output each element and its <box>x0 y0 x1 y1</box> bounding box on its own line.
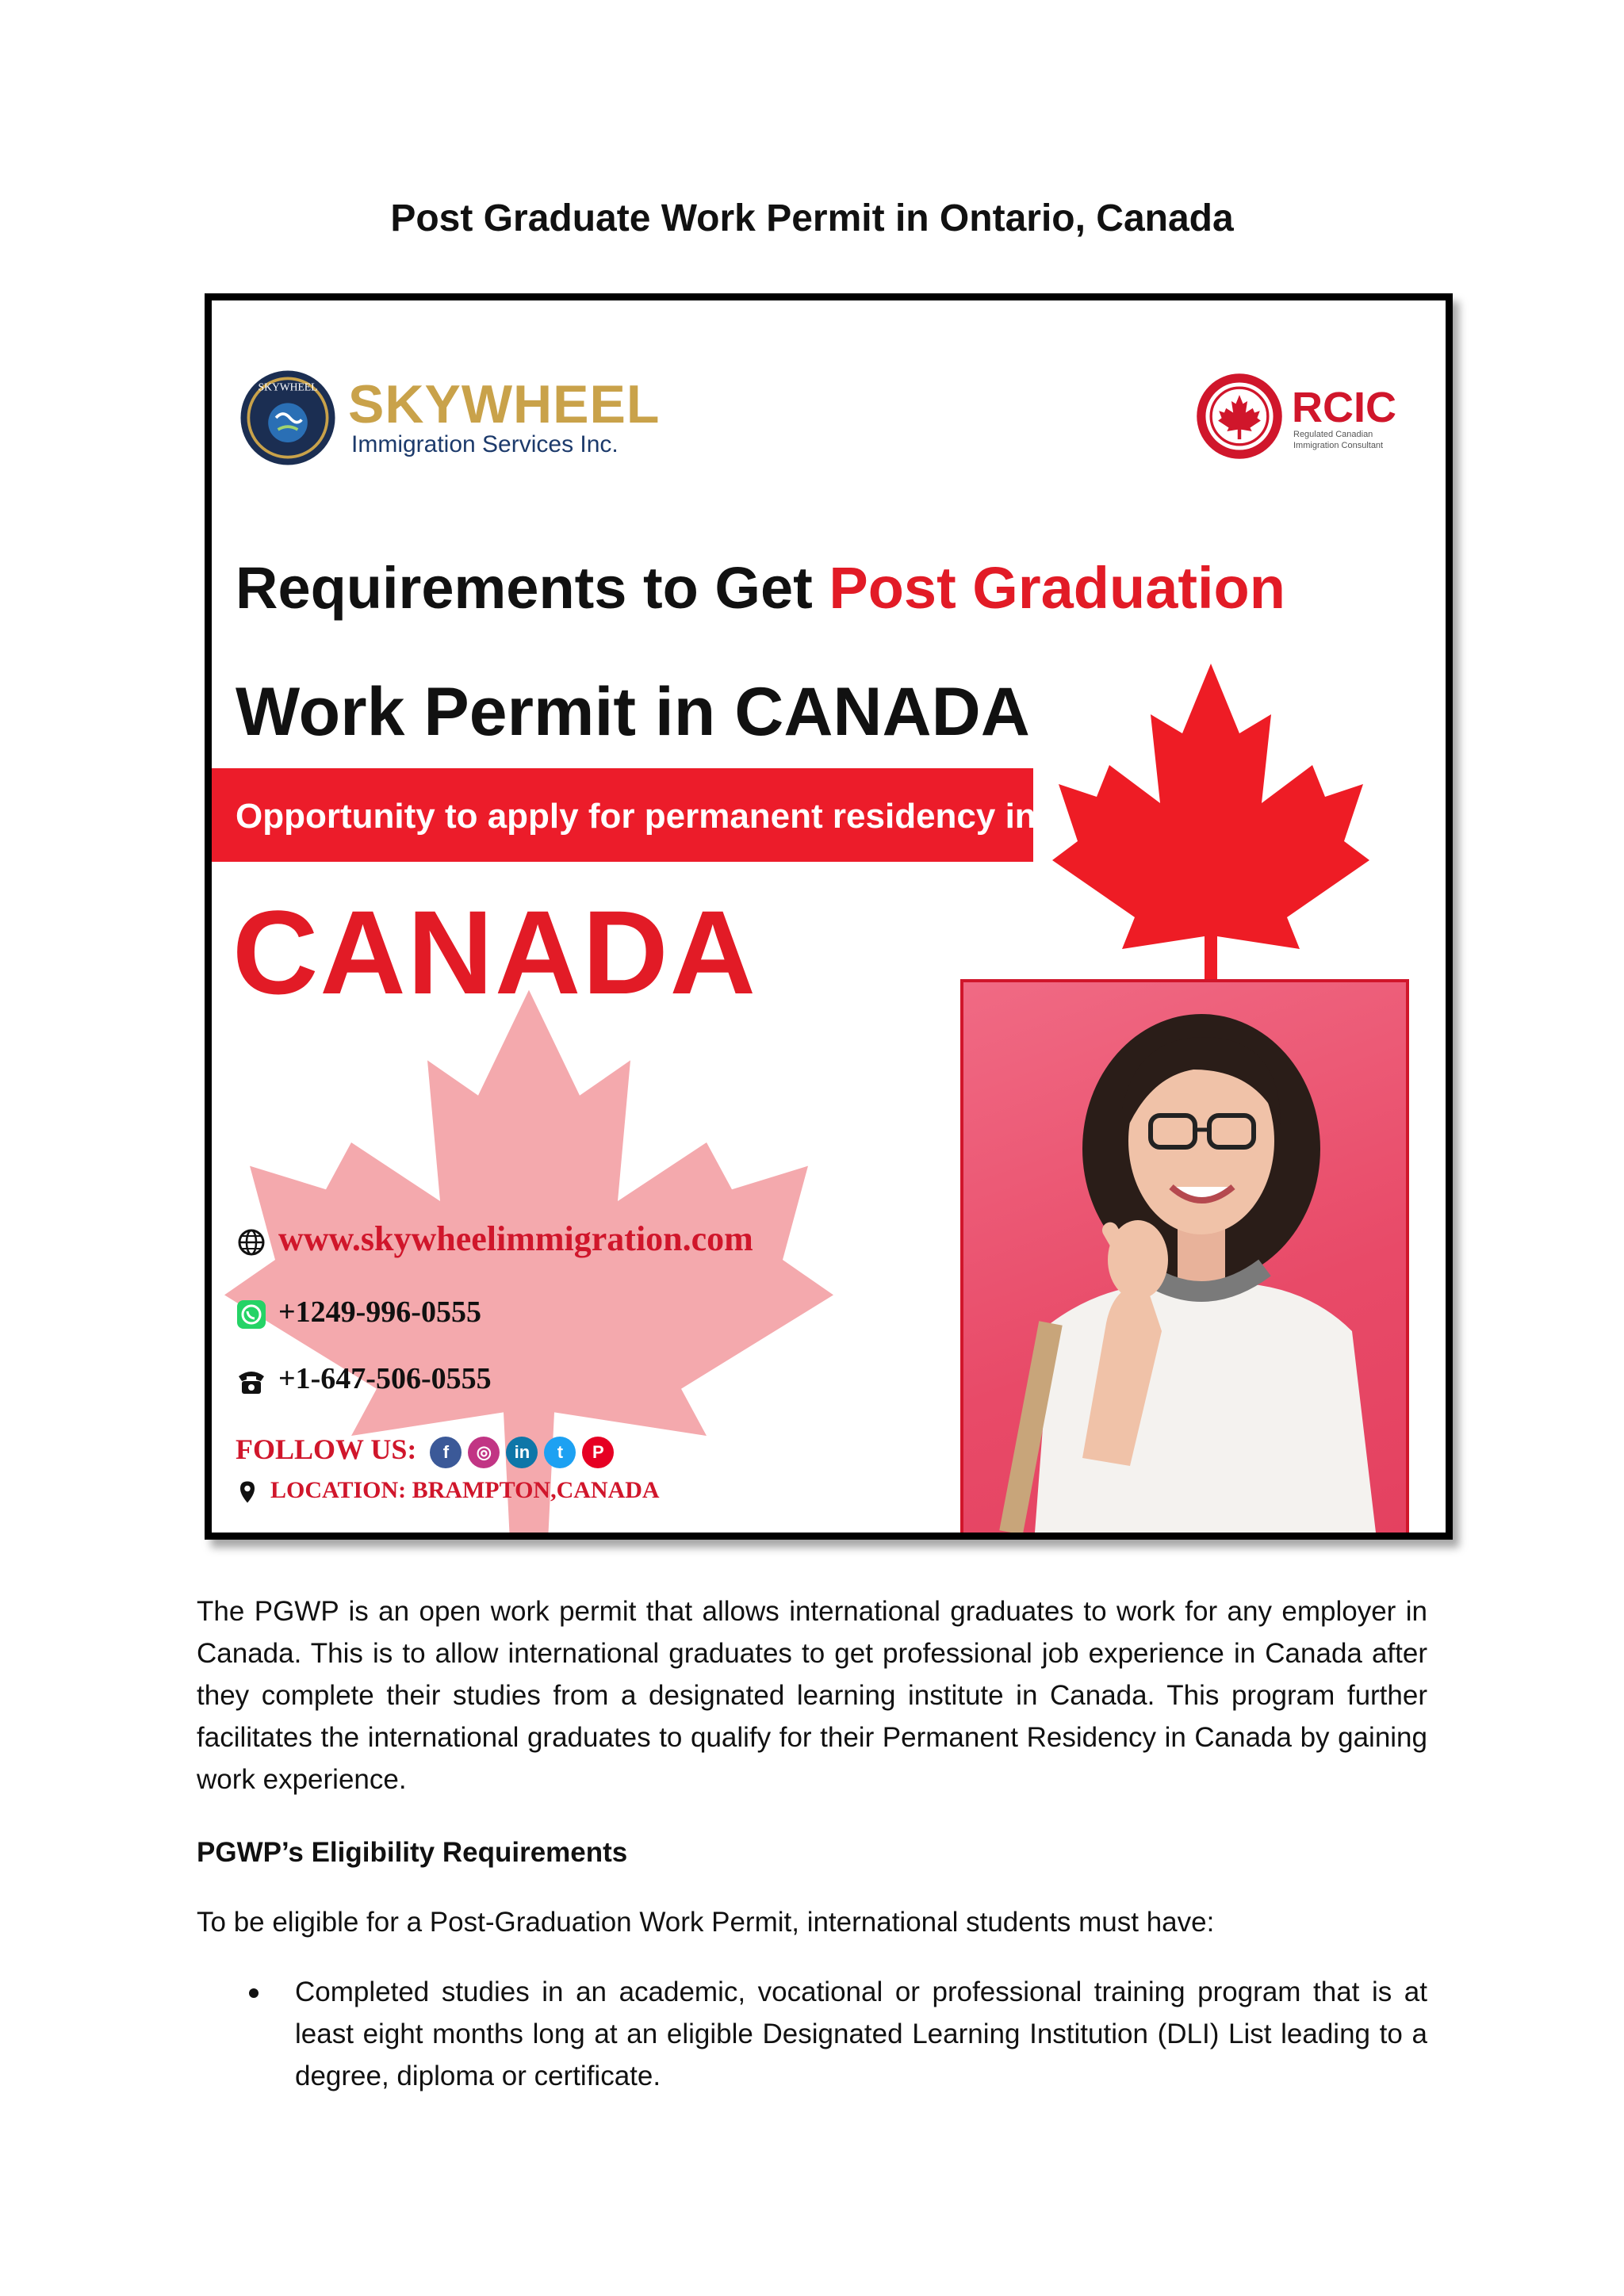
brand-name: SKYWHEEL <box>348 374 661 434</box>
whatsapp-icon <box>236 1299 267 1330</box>
twitter-icon[interactable]: t <box>544 1437 576 1468</box>
brand-subtitle: Immigration Services Inc. <box>351 431 619 457</box>
intro-paragraph: The PGWP is an open work permit that allows international graduates to work for any employer in Canada. This is to allow international graduates to get professional job experience in Canada after they complete their studies from a designated learning institute in Canada. This program further facilitates the international graduates to qualify for their Permanent Residency in Canada by gaining work experience. <box>197 1596 1427 1795</box>
contact-whatsapp <box>236 1295 481 1330</box>
globe-icon <box>236 1226 267 1258</box>
facebook-icon[interactable]: f <box>430 1437 462 1468</box>
instagram-icon[interactable]: ◎ <box>468 1437 500 1468</box>
headline-plain: Requirements to Get <box>236 555 829 621</box>
pinterest-icon[interactable]: P <box>582 1437 614 1468</box>
follow-us <box>236 1433 614 1468</box>
list-item <box>197 1971 1427 2097</box>
skywheel-logo-icon <box>239 369 337 467</box>
phone-icon <box>236 1365 267 1397</box>
list-item-text: Completed studies in an academic, vocational or professional training program that is at least eight months long at an eligible Designated Learning Institution (DLI) List leading to a degree, diploma or certificate. <box>295 1976 1427 2091</box>
social-icons <box>423 1433 614 1465</box>
logo-badge-text: SKYWHEEL <box>258 381 318 393</box>
student-illustration <box>963 982 1406 1533</box>
rcic-seal-icon <box>1195 372 1284 461</box>
location-text: LOCATION: BRAMPTON,CANADA <box>270 1477 660 1503</box>
requirements-list <box>197 1971 1427 2097</box>
bullet-dot-icon <box>249 1988 259 1998</box>
headline-line-1 <box>236 554 1285 622</box>
headline-accent: Post Graduation <box>829 555 1285 621</box>
student-photo <box>960 979 1409 1536</box>
band-text: Opportunity to apply for permanent residency in <box>236 797 1036 836</box>
follow-label: FOLLOW US: <box>236 1433 417 1465</box>
phone-text: +1-647-506-0555 <box>278 1362 492 1395</box>
canada-big-text: CANADA <box>232 886 757 1019</box>
contact-website[interactable] <box>236 1219 753 1259</box>
rcic-title: RCIC <box>1292 384 1396 431</box>
contact-location <box>236 1477 660 1504</box>
website-text[interactable]: www.skywheelimmigration.com <box>278 1219 753 1258</box>
page-title: Post Graduate Work Permit in Ontario, Canada <box>390 197 1234 239</box>
eligibility-intro: To be eligible for a Post-Graduation Work Permit, international students must have: <box>197 1907 1215 1938</box>
red-band <box>212 768 1036 862</box>
promo-banner <box>205 293 1453 1540</box>
contact-phone <box>236 1361 492 1397</box>
rcic-subtitle: Regulated Canadian Immigration Consultant <box>1293 430 1384 450</box>
whatsapp-text: +1249-996-0555 <box>278 1295 481 1329</box>
section-heading: PGWP’s Eligibility Requirements <box>197 1837 628 1868</box>
linkedin-icon[interactable]: in <box>506 1437 538 1468</box>
headline-line-2: Work Permit in CANADA <box>236 674 1030 750</box>
location-pin-icon <box>236 1480 259 1504</box>
